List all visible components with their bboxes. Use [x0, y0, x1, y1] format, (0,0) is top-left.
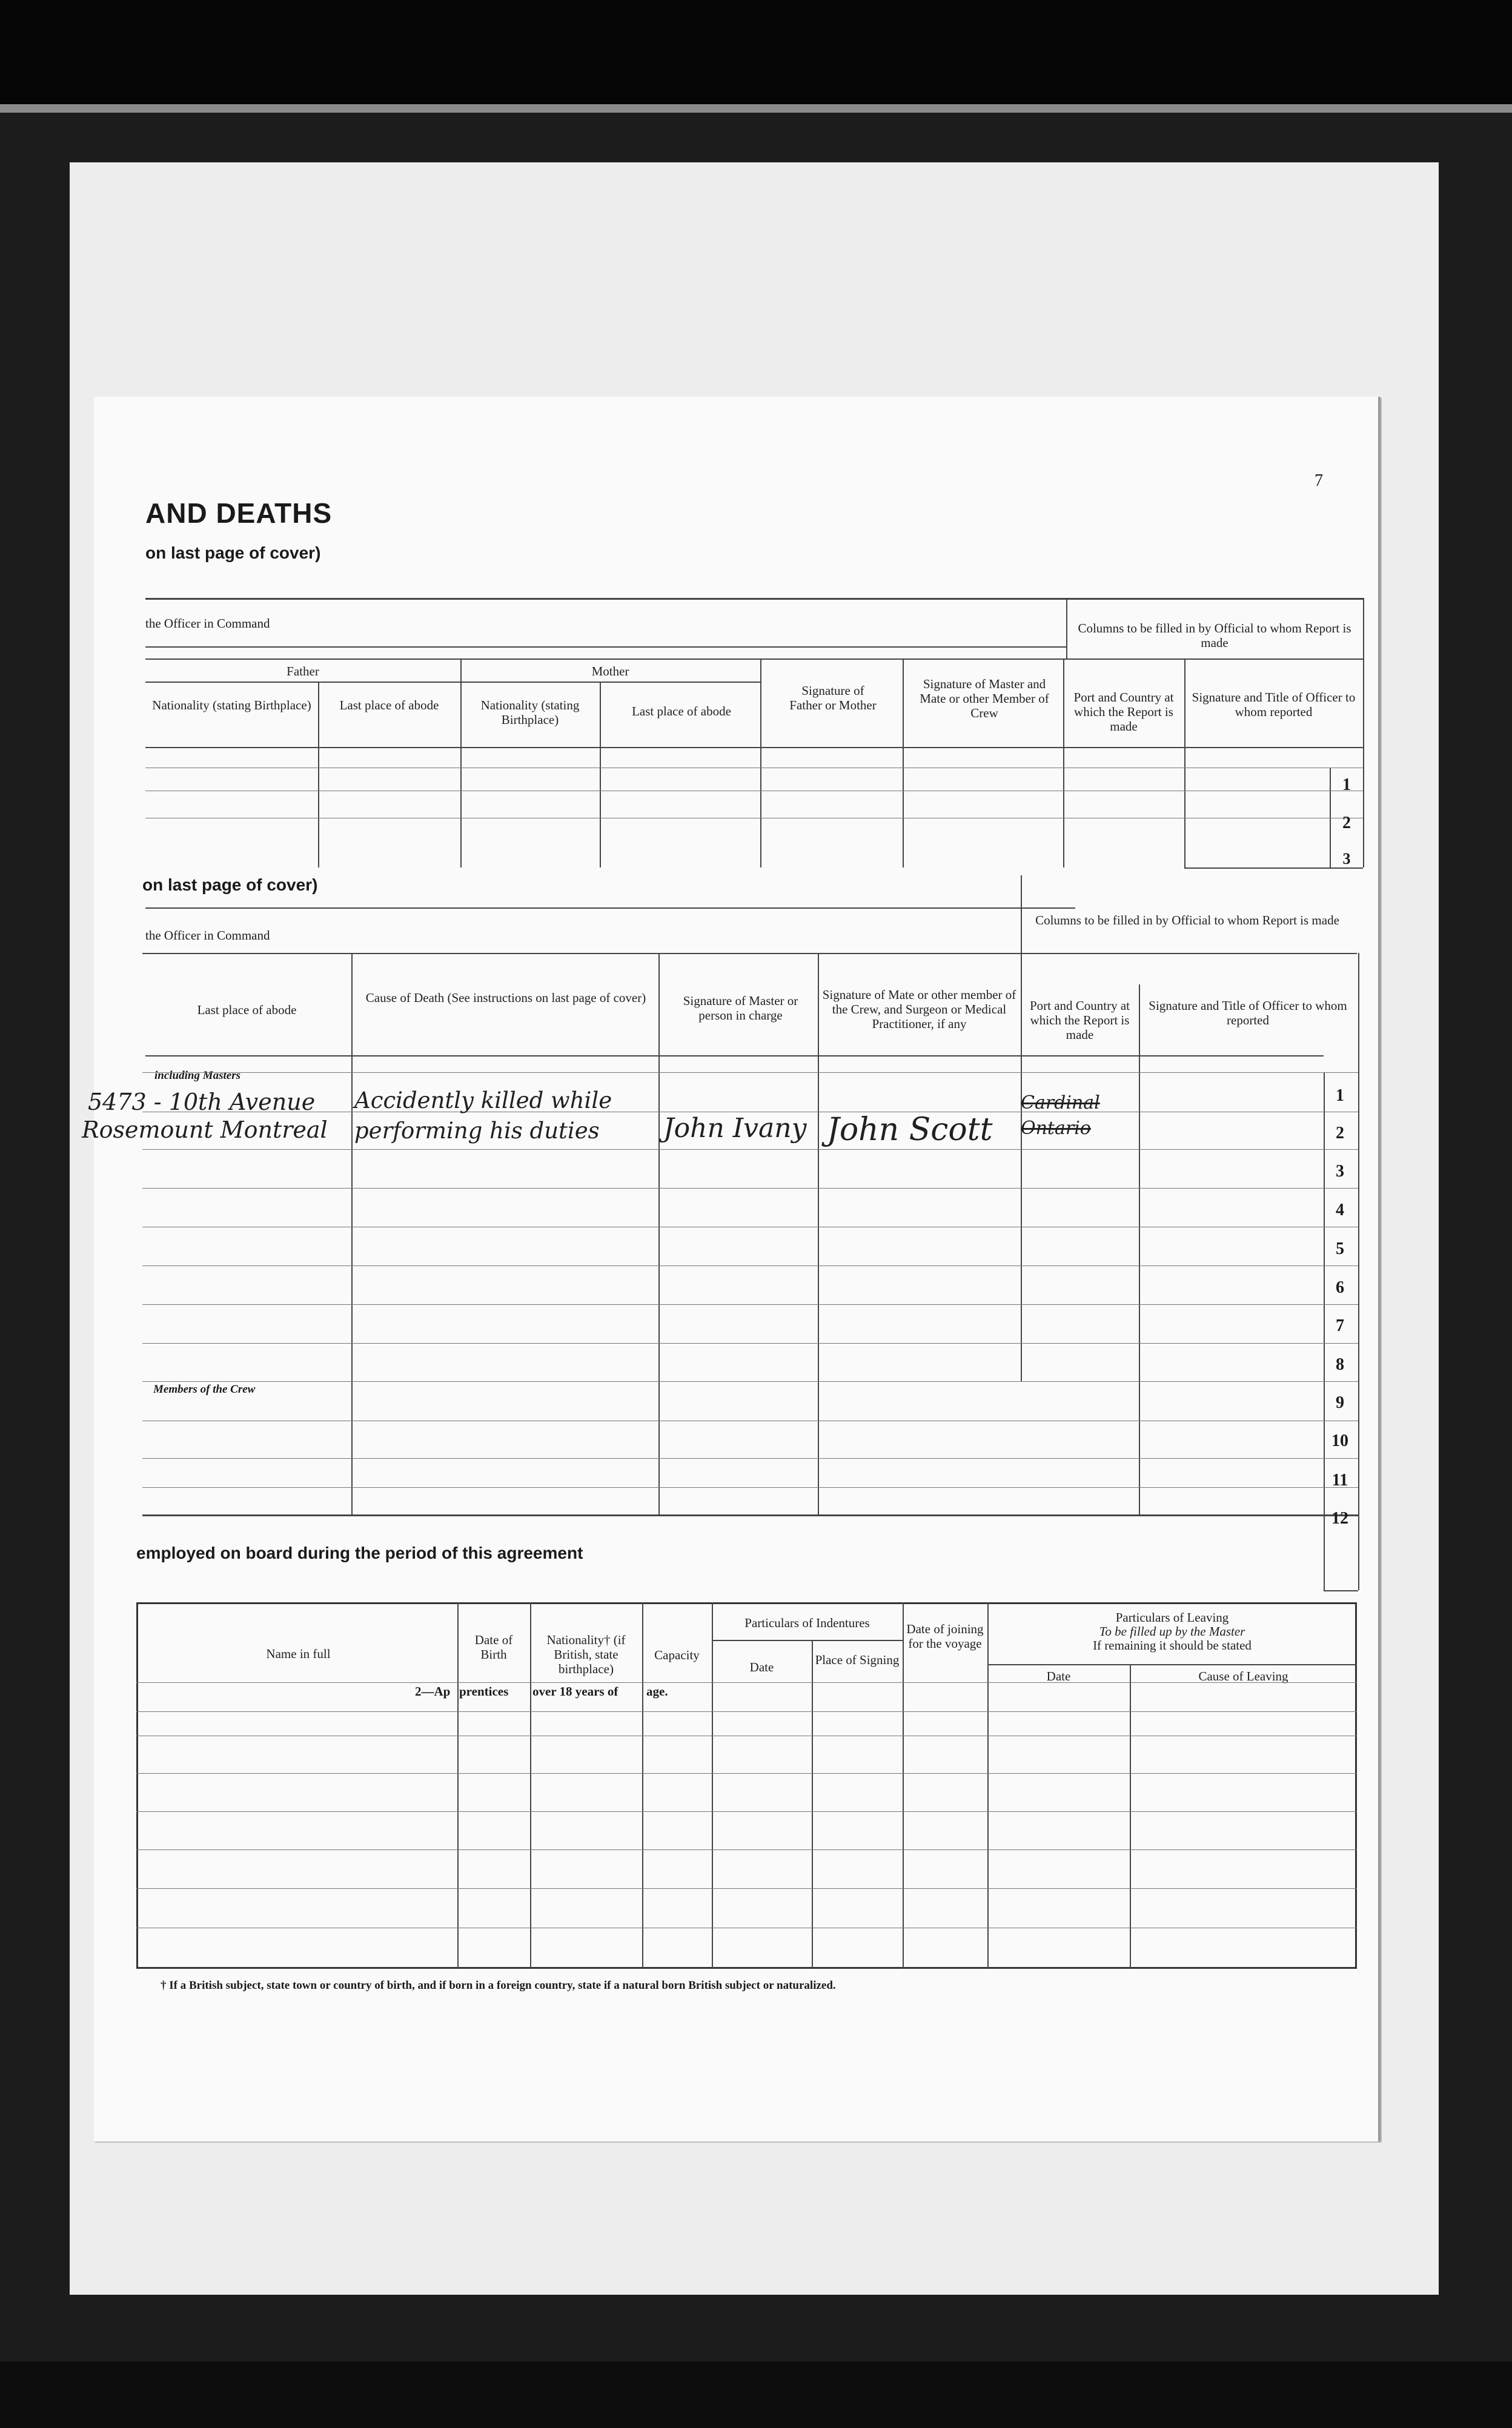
entry-cause-line1: Accidently killed while: [354, 1087, 612, 1113]
leaving-note-2: If remaining it should be stated: [1093, 1638, 1252, 1653]
father-label: Father: [287, 664, 319, 678]
cause-of-death-header: Cause of Death (See instructions on last page of cover): [365, 990, 646, 1005]
section2-row-number: 6: [1336, 1278, 1344, 1297]
dob-header: Date of Birth: [474, 1633, 513, 1662]
section1-heading: on last page of cover): [145, 543, 321, 562]
page-title: AND DEATHS: [145, 497, 333, 529]
leaving-note-1: To be filled up by the Master: [1099, 1624, 1245, 1639]
nationality-header: Nationality† (if British, state birthplace): [546, 1633, 626, 1676]
abode-header: Last place of abode: [197, 1003, 297, 1017]
master-signature-header: Signature of Master or person in charge: [683, 993, 798, 1023]
leave-cause-header: Cause of Leaving: [1198, 1669, 1288, 1683]
entry-master-signature: John Ivany: [663, 1113, 807, 1144]
leave-date-header: Date: [1046, 1669, 1071, 1683]
apprentices-label-part2: prentices: [459, 1684, 509, 1699]
joining-date-header: Date of joining for the voyage: [906, 1622, 984, 1651]
port-country-header: Port and Country at which the Report is made: [1073, 690, 1174, 734]
section1-official-note: Columns to be filled in by Official to whom Report is made: [1078, 621, 1351, 650]
section2-heading: on last page of cover): [142, 875, 318, 894]
section2-row-number: 9: [1336, 1393, 1344, 1412]
mother-abode-header: Last place of abode: [632, 704, 731, 718]
mate-surgeon-signature-header: Signature of Mate or other member of the Crew, and Surgeon or Medical Practitioner, if any: [822, 987, 1016, 1031]
father-nationality-header: Nationality (stating Birthplace): [152, 698, 311, 712]
section2-row-number: 12: [1331, 1509, 1348, 1528]
section2-officer-label: the Officer in Command: [145, 928, 270, 943]
section2-row-number: 2: [1336, 1124, 1344, 1143]
section2-official-note: Columns to be filled in by Official to whom Report is made: [1035, 913, 1339, 927]
section1-top-rule: [145, 598, 1363, 600]
scan-border-bottom: [0, 2361, 1512, 2428]
parent-signature-header: Signature of Father or Mother: [789, 683, 877, 712]
name-header: Name in full: [266, 1647, 331, 1661]
entry-abode-line2: Rosemount Montreal: [82, 1116, 328, 1143]
entry-abode-line1: 5473 - 10th Avenue: [88, 1089, 316, 1115]
footnote: † If a British subject, state town or country of birth, and if born in a foreign country, state if a natural born British subject or naturalized.: [161, 1979, 836, 1992]
entry-cause-line2: performing his duties: [354, 1118, 600, 1144]
scan-border-top: [0, 0, 1512, 106]
section2-row-number: 1: [1336, 1086, 1344, 1105]
apprentices-label-part1: 2—Ap: [415, 1684, 451, 1699]
mother-label: Mother: [591, 664, 629, 678]
page-number: 7: [1315, 471, 1323, 490]
entry-port-line2: Ontario: [1021, 1118, 1091, 1139]
masters-label: including Masters: [154, 1069, 241, 1082]
father-abode-header: Last place of abode: [339, 698, 439, 712]
master-mate-signature-header: Signature of Master and Mate or other Member of Crew: [920, 677, 1049, 720]
section2-row-number: 4: [1336, 1201, 1344, 1219]
indenture-place-header: Place of Signing: [815, 1653, 900, 1667]
section2-row-number: 11: [1331, 1471, 1348, 1490]
section2-row-number: 3: [1336, 1162, 1344, 1181]
indentures-header: Particulars of Indentures: [744, 1616, 870, 1630]
crew-label: Members of the Crew: [153, 1383, 256, 1396]
leaving-header: Particulars of Leaving: [1115, 1610, 1229, 1625]
apprentices-label-part3: over 18 years of: [532, 1684, 618, 1699]
section2-row-number: 8: [1336, 1355, 1344, 1374]
entry-mate-signature: John Scott: [827, 1112, 993, 1148]
entry-port-line1: Cardinal: [1021, 1092, 1100, 1113]
section2-row-number: 5: [1336, 1239, 1344, 1258]
section2-row-number: 7: [1336, 1316, 1344, 1335]
section1-row-number: 3: [1342, 850, 1351, 867]
mother-nationality-header: Nationality (stating Birthplace): [480, 698, 580, 727]
form-page: [82, 397, 1381, 2141]
indenture-date-header: Date: [749, 1660, 774, 1674]
section1-officer-label: the Officer in Command: [145, 616, 270, 631]
port-country-header-2: Port and Country at which the Report is made: [1029, 998, 1130, 1042]
officer-signature-header: Signature and Title of Officer to whom reported: [1192, 690, 1356, 719]
capacity-header: Capacity: [654, 1648, 700, 1662]
section2-row-number: 10: [1331, 1431, 1348, 1450]
section1-row-number: 1: [1342, 775, 1351, 794]
officer-signature-header-2: Signature and Title of Officer to whom reported: [1149, 998, 1347, 1027]
section1-row-number: 2: [1342, 814, 1351, 832]
section3-heading: employed on board during the period of this agreement: [136, 1544, 583, 1562]
scan-border-strip: [0, 104, 1512, 113]
apprentices-label-part4: age.: [646, 1684, 668, 1699]
